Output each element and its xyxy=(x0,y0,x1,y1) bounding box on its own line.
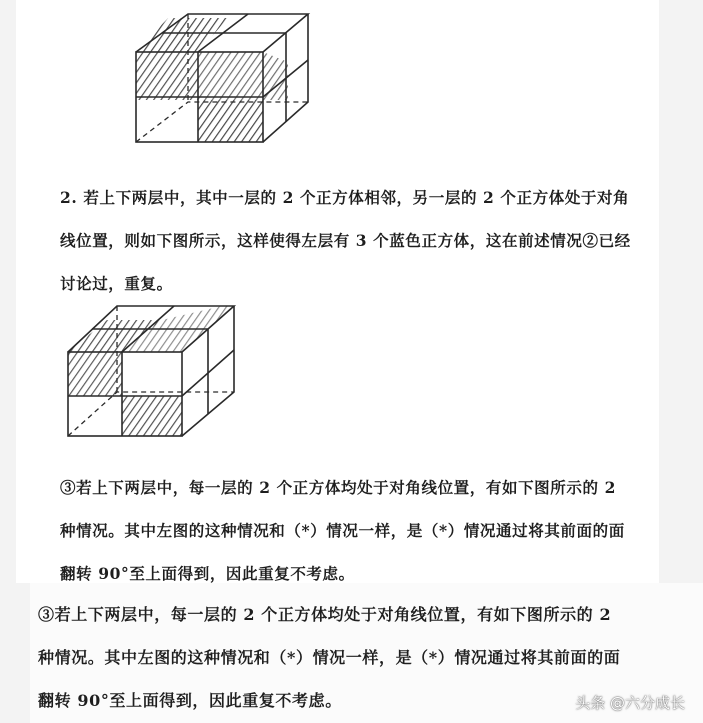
paragraph-case-3-repeat xyxy=(38,593,620,722)
watermark: 头条 @六分成长 xyxy=(575,694,685,712)
hatched-blocks xyxy=(136,18,288,142)
paragraph-case-3 xyxy=(60,466,625,595)
paragraph-2-line-3: 讨论过，重复。 xyxy=(60,274,173,293)
scanned-page xyxy=(16,0,659,583)
paragraph-3-repeat-line-2: 种情况。其中左图的这种情况和（*）情况一样，是（*）情况通过将其前面的面 xyxy=(38,648,621,667)
paragraph-3-line-2: 种情况。其中左图的这种情况和（*）情况一样，是（*）情况通过将其前面的面 xyxy=(60,521,625,540)
paragraph-case-2 xyxy=(60,176,631,305)
paragraph-3-line-1: ③若上下两层中，每一层的 2 个正方体均处于对角线位置，有如下图所示的 2 xyxy=(60,478,616,497)
paragraph-3-repeat-line-3: 翻转 90°至上面得到，因此重复不考虑。 xyxy=(38,691,342,710)
paragraph-3-line-3: 翻转 90°至上面得到，因此重复不考虑。 xyxy=(60,564,355,583)
cube-figure-1 xyxy=(128,10,313,148)
paragraph-2-line-2: 线位置，则如下图所示，这样使得左层有 3 个蓝色正方体，这在前述情况②已经 xyxy=(60,231,631,250)
paragraph-2-line-1: 2. 若上下两层中，其中一层的 2 个正方体相邻，另一层的 2 个正方体处于对角 xyxy=(60,188,630,207)
paragraph-3-repeat-line-1: ③若上下两层中，每一层的 2 个正方体均处于对角线位置，有如下图所示的 2 xyxy=(38,605,612,624)
cube-figure-2 xyxy=(62,300,240,442)
